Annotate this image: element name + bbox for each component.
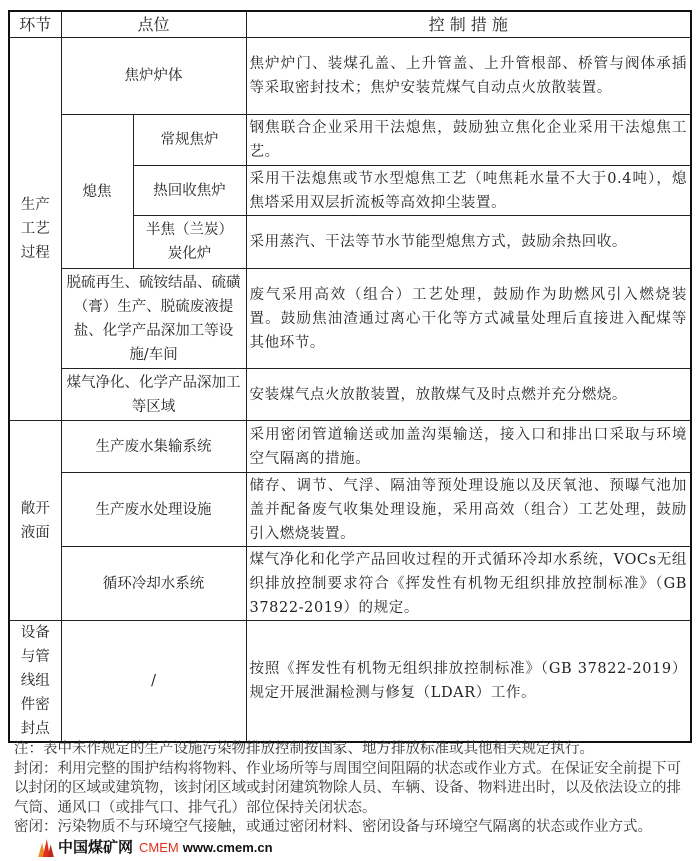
measure-cell: 焦炉炉门、装煤孔盖、上升管盖、上升管根部、桥管与阀体承插等采取密封技术；焦炉安装荒煤气自动点火放散装置。	[246, 38, 691, 115]
table-row	[9, 115, 691, 166]
point-cell: 半焦（兰炭）炭化炉	[133, 216, 246, 269]
point-cell: 煤气净化、化学产品深加工等区域	[61, 369, 246, 421]
group-production: 生产工艺过程	[9, 38, 61, 421]
watermark-cn: 中国煤矿网	[58, 837, 134, 856]
header-stage: 环节	[9, 11, 61, 38]
watermark-en: CMEM	[139, 839, 179, 855]
table-header-row	[9, 11, 691, 38]
table-row	[9, 369, 691, 421]
note-sealed-paragraph	[14, 818, 690, 858]
measure-cell: 废气采用高效（组合）工艺处理，鼓励作为助燃风引入燃烧装置。鼓励焦油渣通过离心干化等方式减量处理后直接进入配煤等其他环节。	[246, 269, 691, 369]
group-open-liquid: 敞开液面	[9, 421, 61, 621]
measure-cell: 储存、调节、气浮、隔油等预处理设施以及厌氧池、预曝气池加盖并配备废气收集处理设施，采用高效（组合）工艺处理，鼓励引入燃烧装置。	[246, 473, 691, 547]
measure-cell: 按照《挥发性有机物无组织排放控制标准》（GB 37822-2019）规定开展泄漏检测与修复（LDAR）工作。	[246, 621, 691, 743]
measure-cell: 采用干法熄焦或节水型熄焦工艺（吨焦耗水量不大于0.4吨），熄焦塔采用双层折流板等高效抑尘装置。	[246, 166, 691, 216]
logo-mark-icon	[38, 839, 54, 857]
point-cell: 循环冷却水系统	[61, 547, 246, 621]
point-cell: 常规焦炉	[133, 115, 246, 166]
point-cell: 生产废水集输系统	[61, 421, 246, 473]
note-enclosed: 封闭：利用完整的围护结构将物料、作业场所等与周围空间阻隔的状态或作业方式。在保证安全前提下可以封闭的区域或建筑物，该封闭区域或封闭建筑物除人员、车辆、设备、物料进出时，以及依法设立的排气筒、通风口（或排气口、排气孔）部位保持关闭状态。	[14, 760, 681, 816]
header-measures: 控 制 措 施	[246, 11, 691, 38]
measure-cell: 安装煤气点火放散装置，放散煤气及时点燃并充分燃烧。	[246, 369, 691, 421]
watermark-url: www.cmem.cn	[182, 839, 273, 855]
point-cell: 生产废水处理设施	[61, 473, 246, 547]
quenching-cell: 熄焦	[61, 115, 133, 269]
note-general: 注：表中未作规定的生产设施污染物排放控制按国家、地方排放标准或其他相关规定执行。	[14, 741, 594, 757]
header-point: 点位	[61, 11, 246, 38]
measure-cell: 钢焦联合企业采用干法熄焦，鼓励独立焦化企业采用干法熄焦工艺。	[246, 115, 691, 166]
note-sealed: 密闭：污染物质不与环境空气接触，或通过密闭材料、密闭设备与环境空气隔离的状态或作业方式。	[14, 819, 652, 835]
table-row	[9, 38, 691, 115]
measure-cell: 采用密闭管道输送或加盖沟渠输送，接入口和排出口采取与环境空气隔离的措施。	[246, 421, 691, 473]
table-row	[9, 269, 691, 369]
point-cell: /	[61, 621, 246, 743]
table-row	[9, 621, 691, 743]
table-row	[9, 473, 691, 547]
table-row	[9, 547, 691, 621]
table-notes	[14, 740, 690, 858]
watermark-logo	[38, 838, 273, 857]
measure-cell: 采用蒸汽、干法等节水节能型熄焦方式，鼓励余热回收。	[246, 216, 691, 269]
table-row	[9, 421, 691, 473]
measure-cell: 煤气净化和化学产品回收过程的开式循环冷却水系统，VOCs无组织排放控制要求符合《挥发性有机物无组织排放控制标准》（GB 37822-2019）的规定。	[246, 547, 691, 621]
group-equipment: 设备与管线组件密封点	[9, 621, 61, 743]
point-cell: 脱硫再生、硫铵结晶、硫磺（膏）生产、脱硫废液提盐、化学产品深加工等设施/车间	[61, 269, 246, 369]
point-cell: 热回收焦炉	[133, 166, 246, 216]
control-measures-table	[8, 10, 692, 743]
point-cell: 焦炉炉体	[61, 38, 246, 115]
